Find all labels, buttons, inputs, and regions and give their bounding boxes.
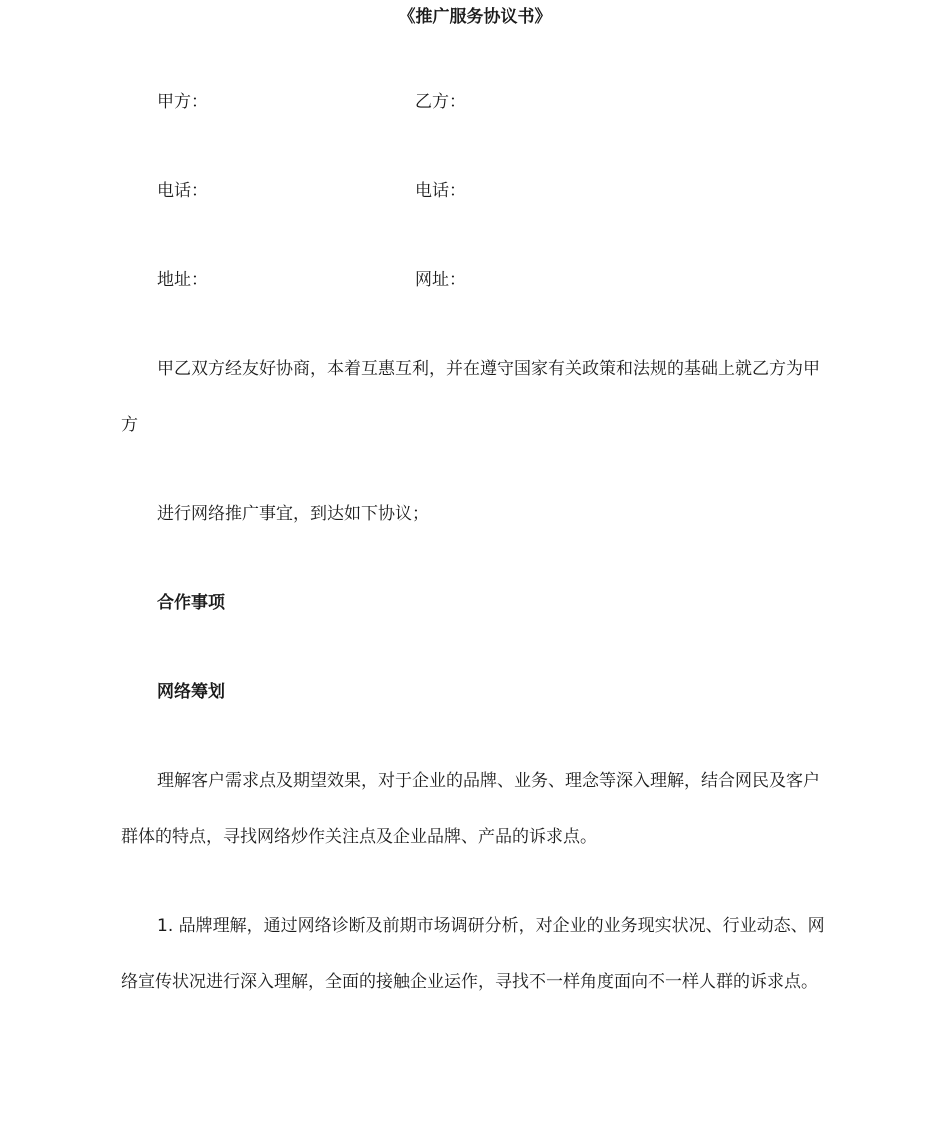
subsection-heading: 网络筹划 (157, 682, 225, 702)
website-label: 网址： (415, 270, 466, 290)
intro-continuation: 进行网络推广事宜，到达如下协议； (157, 504, 429, 524)
phone-a-label: 电话： (157, 181, 208, 201)
address-label: 地址： (157, 270, 208, 290)
intro-paragraph: 甲乙双方经友好协商，本着互惠互利，并在遵守国家有关政策和法规的基础上就乙方为甲方 (121, 359, 820, 435)
understanding-paragraph: 理解客户需求点及期望效果，对于企业的品牌、业务、理念等深入理解，结合网民及客户群体的特点，寻找网络炒作关注点及企业品牌、产品的诉求点。 (121, 771, 820, 847)
party-b-label: 乙方： (415, 92, 466, 112)
brand-paragraph: 1. 品牌理解，通过网络诊断及前期市场调研分析，对企业的业务现实状况、行业动态、网络宣传状况进行深入理解，全面的接触企业运作，寻找不一样角度面向不一样人群的诉求点。 (121, 916, 825, 992)
document-title: 《推广服务协议书》 (398, 7, 552, 27)
section-heading: 合作事项 (157, 593, 225, 613)
party-a-label: 甲方： (157, 92, 208, 112)
phone-b-label: 电话： (415, 181, 466, 201)
